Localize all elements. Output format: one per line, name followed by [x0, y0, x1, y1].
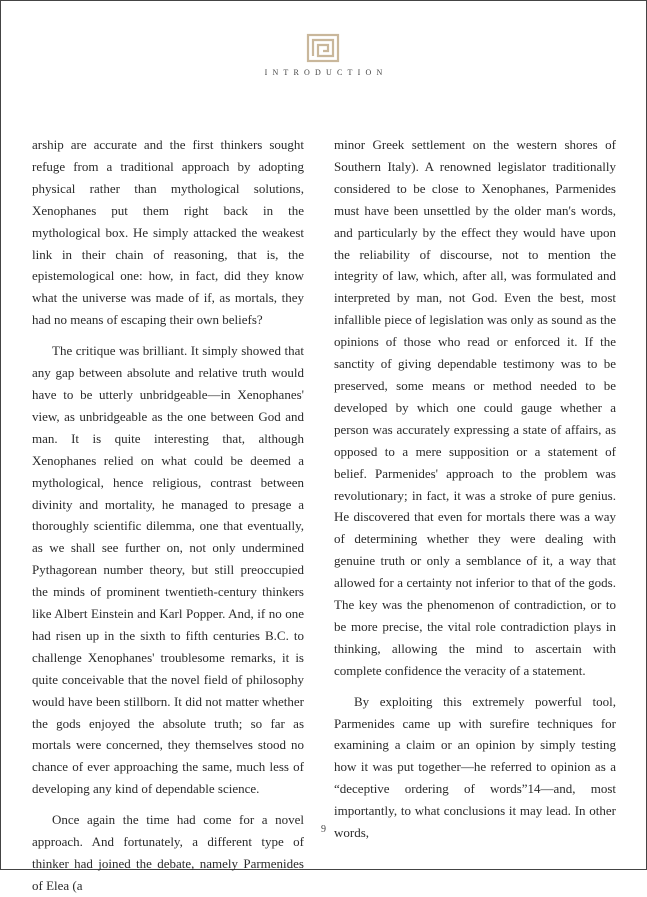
right-column — [334, 134, 616, 844]
left-column — [32, 134, 304, 897]
paragraph: By exploiting this extremely powerful tool, Parmenides came up with surefire techniques for examining a claim or an opinion by simply testing how it was put together—he referred to opinion as a “deceptive ordering of words”14—and, most importantly, to what conclusions it may lead. In other words, — [334, 693, 616, 841]
paragraph: arship are accurate and the first thinkers sought refuge from a traditional approach by adopting physical rather than mythological solutions, Xenophanes put them right back in the mythological box. He simply attacked the weakest link in their chain of reasoning, that is, the epistemological one: how, in fact, did they know what the universe was made of if, as mortals, they had no means of escaping their own beliefs? — [32, 137, 304, 328]
paragraph: The critique was brilliant. It simply showed that any gap between absolute and relative truth would have to be utterly unbridgeable—in Xenophanes' view, as unbridgeable as the one between God and man. It is quite interesting that, although Xenophanes relied on what could be deemed a mythological, hence religious, contrast between divinity and mortality, he managed to presage a thoroughly scientific dilemma, one that eventually, as we shall see further on, not only undermined Pythagorean number theory, but still preoccupied the minds of prominent twentieth-century thinkers like Albert Einstein and Karl Popper. And, if no one had risen up in the sixth to fifth centuries B.C. to challenge Xenophanes' troublesome remarks, it is quite conceivable that the novel field of philosophy would have been stillborn. It did not matter whether the gods enjoyed the absolute truth; so far as mortals were concerned, they themselves stood no chance of ever approaching the same, much less of developing any kind of dependable science. — [32, 343, 304, 797]
greek-key-icon — [306, 33, 340, 63]
running-head: INTRODUCTION — [264, 68, 388, 77]
paragraph: Once again the time had come for a novel approach. And fortunately, a different type of thinker had joined the debate, namely Parmenides of Elea (a — [32, 812, 304, 893]
page-number: 9 — [321, 824, 326, 835]
paragraph: minor Greek settlement on the western shores of Southern Italy). A renowned legislator traditionally considered to be close to Xenophanes, Parmenides must have been unsettled by the older man's words, and particularly by the effect they would have upon the reliability of discourse, not to mention the integrity of law, which, after all, was formulated and interpreted by man, not God. Even the best, most infallible piece of legislation was only as sound as the opinions of those who read or enforced it. If the sanctity of giving dependable testimony was to be preserved, some means or method needed to be developed by which one could gauge whether a person was accurately expressing a state of affairs, as opposed to a mere supposition or a statement of belief. Parmenides' approach to the problem was revolutionary; in fact, it was a stroke of pure genius. He discovered that even for mortals there was a way of determining whether they were dealing with genuine truth or only a semblance of it, a way that allowed for a certainty not inferior to that of the gods. The key was the phenomenon of contradiction, or to be more precise, the vital role contradiction plays in thinking, allowing the mind to ascertain with complete confidence the veracity of a statement. — [334, 137, 616, 678]
